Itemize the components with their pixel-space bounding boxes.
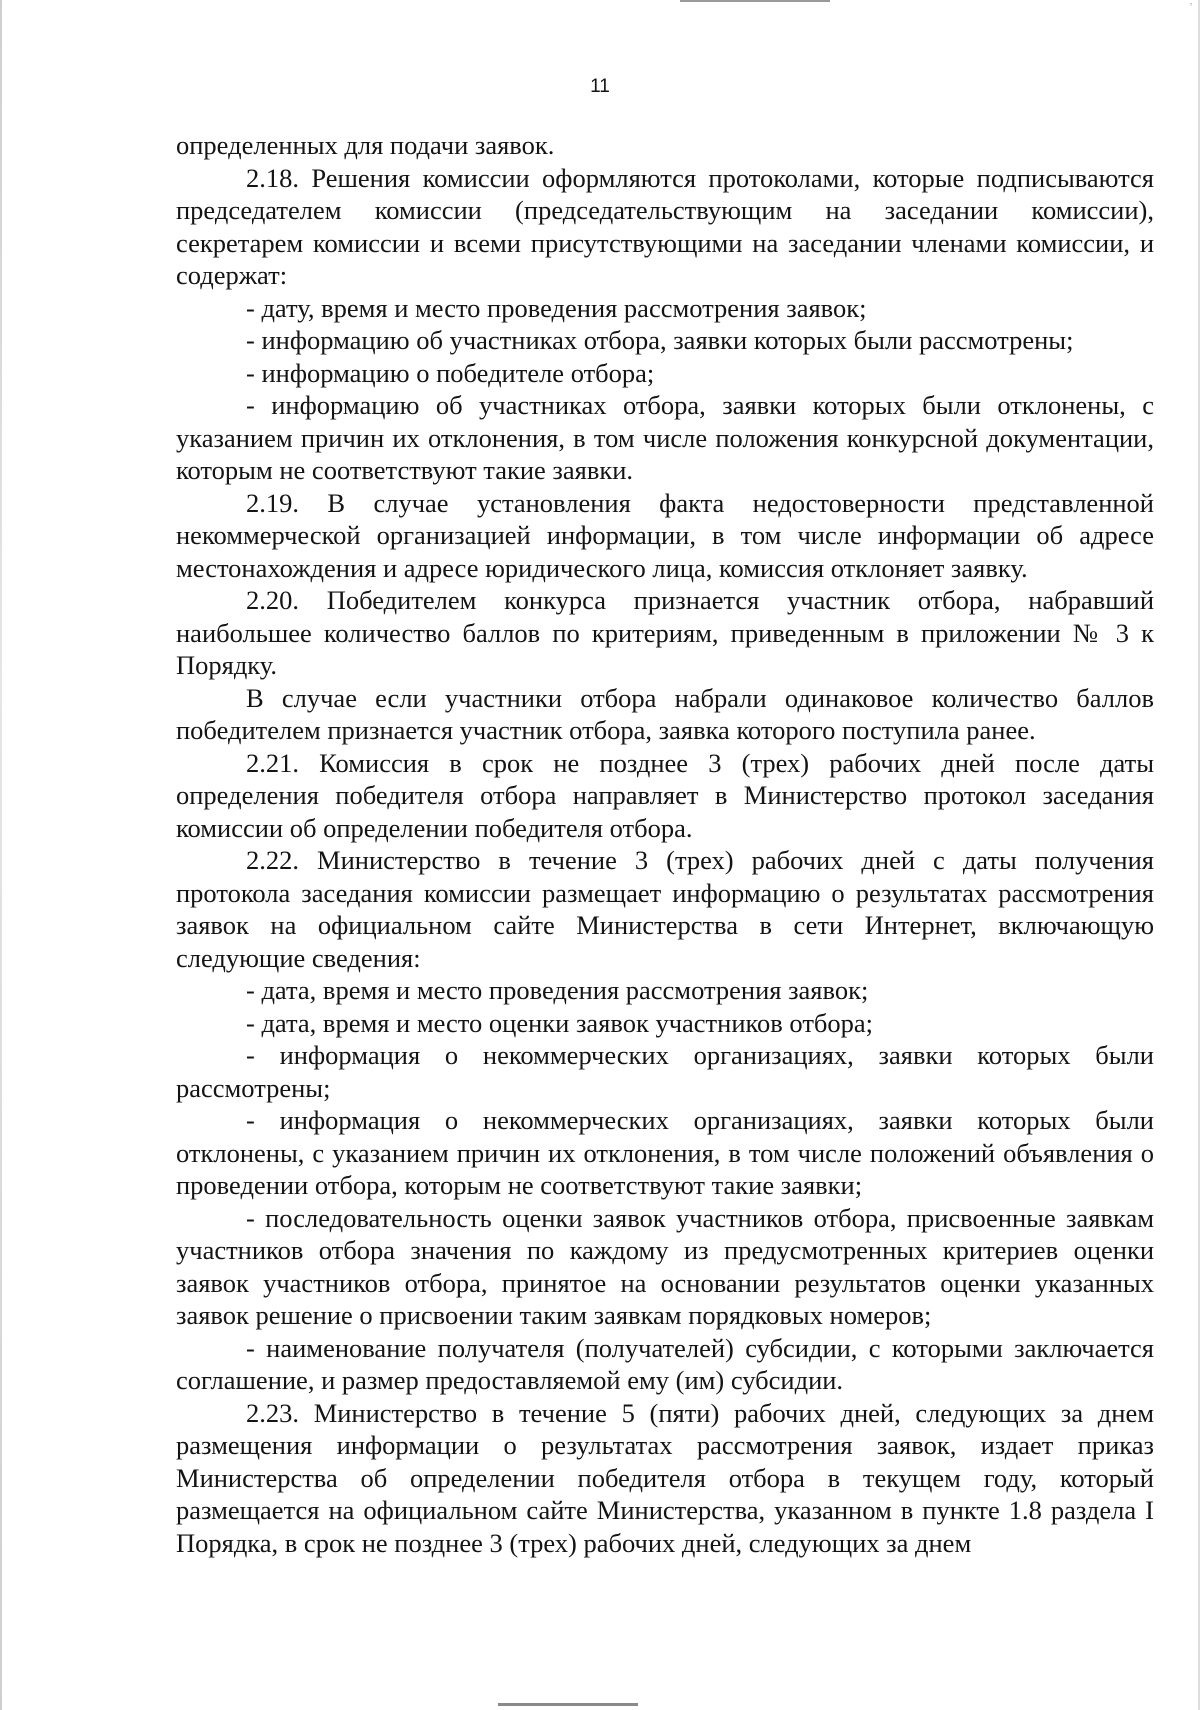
list-item: - информация о некоммерческих организациях, заявки которых были отклонены, с указанием причин их отклонения, в том числе положений объявления о проведении отбора, которым не соответствуют такие заявки;	[176, 1105, 1154, 1200]
list-item: - последовательность оценки заявок участников отбора, присвоенные заявкам участников отбора значения по каждому из предусмотренных критериев оценки заявок участников отбора, принятое на основании результатов оценки указанных заявок решение о присвоении таким заявкам порядковых номеров;	[176, 1202, 1154, 1330]
list-item: - информацию об участниках отбора, заявки которых были рассмотрены;	[246, 325, 1074, 355]
paragraph-2-19: 2.19. В случае установления факта недостоверности представленной некоммерческой организацией информации, в том числе информации об адресе местонахождения и адресе юридического лица, комиссия отклоняет заявку.	[176, 487, 1154, 583]
paragraph-tie-rule: В случае если участники отбора набрали одинаковое количество баллов победителем признается участник отбора, заявка которого поступила ранее.	[176, 682, 1154, 745]
paragraph-2-23: 2.23. Министерство в течение 5 (пяти) рабочих дней, следующих за днем размещения информации о результатах рассмотрения заявок, издает приказ Министерства об определении победителя отбора в текущем году, который размещается на официальном сайте Министерства, указанном в пункте 1.8 раздела I Порядка, в срок не позднее 3 (трех) рабочих дней, следующих за днем	[176, 1397, 1154, 1558]
scan-artifact-top-line	[680, 0, 830, 2]
paragraph-2-18: 2.18. Решения комиссии оформляются протоколами, которые подписываются председателем комиссии (председательствующим на заседании комиссии), секретарем комиссии и всеми присутствующими на заседании членами комиссии, и содержат:	[176, 162, 1154, 290]
paragraph-2-21: 2.21. Комиссия в срок не позднее 3 (трех) рабочих дней после даты определения победителя отбора направляет в Министерство протокол заседания комиссии об определении победителя отбора.	[176, 747, 1154, 843]
list-item: - информация о некоммерческих организациях, заявки которых были рассмотрены;	[176, 1040, 1154, 1103]
list-item: - дату, время и место проведения рассмотрения заявок;	[246, 292, 867, 323]
scan-edge-left	[0, 0, 2, 1710]
list-item: - дата, время и место оценки заявок участников отбора;	[246, 1007, 874, 1038]
scan-corner-mark: ᾽	[1188, 2, 1194, 16]
list-item: - наименование получателя (получателей) субсидии, с которыми заключается соглашение, и размер предоставляемой ему (им) субсидии.	[176, 1332, 1154, 1395]
list-item: - информацию о победителе отбора;	[246, 357, 655, 388]
list-item: - дата, время и место проведения рассмотрения заявок;	[246, 975, 869, 1005]
document-body	[176, 129, 1154, 1559]
list-item: - информацию об участниках отбора, заявки которых были отклонены, с указанием причин их отклонения, в том числе положения конкурсной документации, которым не соответствуют такие заявки.	[176, 390, 1154, 485]
paragraph-2-22: 2.22. Министерство в течение 3 (трех) рабочих дней с даты получения протокола заседания комиссии размещает информацию о результатах рассмотрения заявок на официальном сайте Министерства в сети Интернет, включающую следующие сведения:	[176, 845, 1154, 973]
page-number: 11	[590, 76, 610, 97]
paragraph-2-20: 2.20. Победителем конкурса признается участник отбора, набравший наибольшее количество баллов по критериям, приведенным в приложении № 3 к Порядку.	[176, 585, 1154, 680]
scan-artifact-bottom-line	[498, 1703, 638, 1706]
paragraph-continuation: определенных для подачи заявок.	[176, 130, 555, 160]
